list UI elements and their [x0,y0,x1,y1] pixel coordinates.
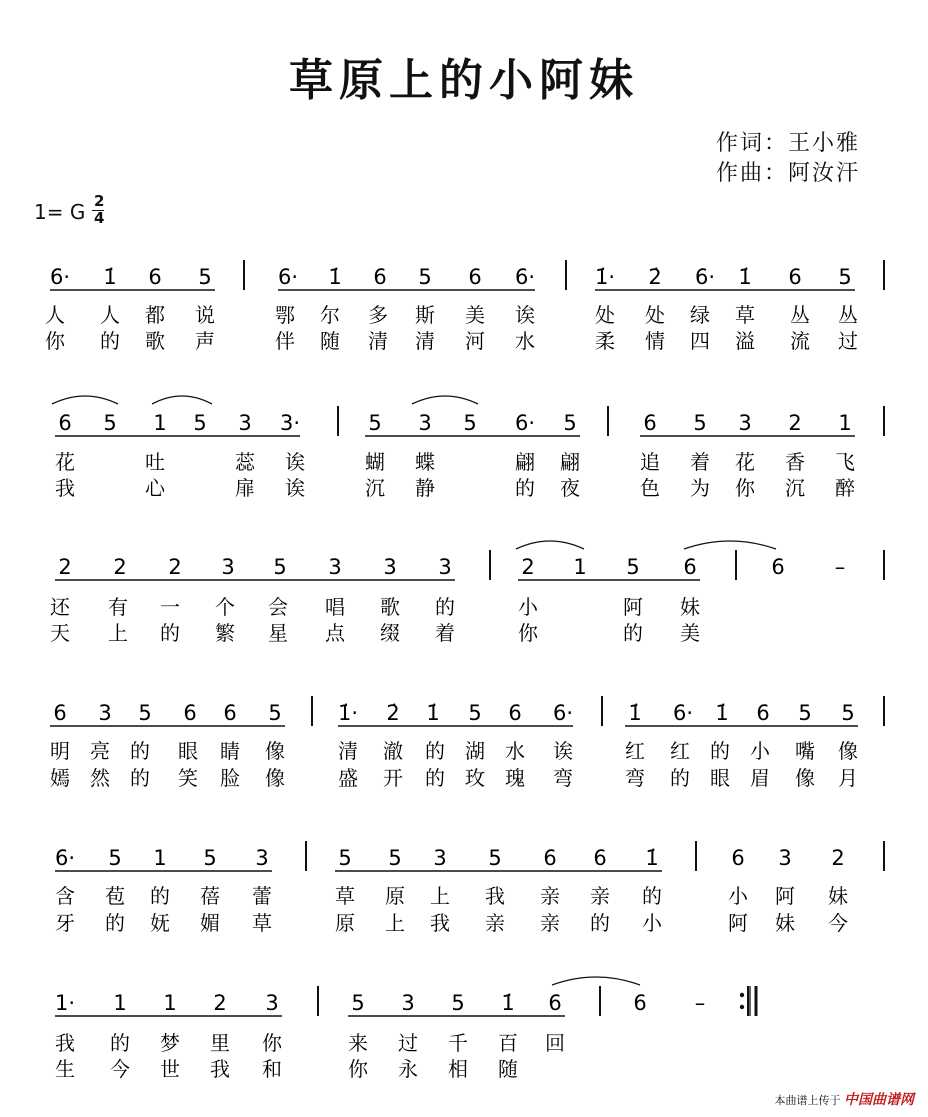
note: 6 [183,701,197,725]
lyric-verse2: 眉 [750,766,770,790]
note: 5 [838,265,852,289]
note: 3 [265,991,279,1015]
note: 1 [838,411,852,435]
note: 2 [788,411,802,435]
lyric-verse2: 点 [325,621,345,645]
note: 6 [756,701,770,725]
note: 6 [223,701,237,725]
lyric-verse1: 原 [385,884,405,908]
note: 5 [273,555,287,579]
note: 6 [373,265,387,289]
note: 1̇ [738,265,752,289]
note: 6 [683,555,697,579]
lyric-verse2: 亲 [540,911,560,935]
note: 5 [198,265,212,289]
note: 3 [98,701,112,725]
note: 1̇· [594,265,616,289]
lyric-verse1: 亲 [540,884,560,908]
lyric-verse1: 清 [338,739,358,763]
lyric-verse2: 的 [130,766,150,790]
lyric-verse2: 静 [415,476,435,500]
slur [684,541,776,549]
lyric-verse1: 的 [130,739,150,763]
lyric-verse1: 尔 [320,303,340,327]
lyric-verse2: 河 [465,329,485,353]
lyric-verse1: 诶 [515,303,535,327]
slur [516,541,584,549]
lyric-verse1: 阿 [775,884,795,908]
lyric-verse1: 蕊 [235,450,255,474]
lyric-verse2: 世 [160,1057,180,1081]
time-signature-denominator: 4 [94,209,105,227]
note: 5 [108,846,122,870]
note: 1̇ [501,991,515,1015]
note: 1 [153,846,167,870]
lyric-verse2: 我 [430,911,450,935]
lyric-verse1: 的 [110,1031,130,1055]
note: 5 [468,701,482,725]
lyric-verse2: 伴 [275,329,295,353]
lyric-verse2: 柔 [595,329,615,353]
note: 6 [548,991,562,1015]
lyric-verse1: 里 [210,1031,230,1055]
lyric-verse1: 小 [750,739,770,763]
lyric-verse2: 过 [838,329,858,353]
lyric-verse2: 今 [110,1057,130,1081]
note: 2 [213,991,227,1015]
lyric-verse2: 玫 [465,766,485,790]
lyric-verse2: 夜 [560,476,580,500]
lyric-verse1: 美 [465,303,485,327]
note: – [834,555,846,579]
note: 6 [53,701,67,725]
lyric-verse2: 脸 [220,766,240,790]
lyric-verse1: 多 [368,303,388,327]
note: 5 [451,991,465,1015]
lyric-verse2: 歌 [145,329,165,353]
lyric-verse1: 有 [108,595,128,619]
lyric-verse2: 上 [108,621,128,645]
lyric-verse1: 亲 [590,884,610,908]
lyric-verse1: 像 [838,739,858,763]
note: 5 [268,701,282,725]
note: 6· [514,265,536,289]
lyric-verse1: 嘴 [795,739,815,763]
note: 5 [103,411,117,435]
note: 6 [468,265,482,289]
lyric-verse2: 醉 [835,476,855,500]
note: 6 [731,846,745,870]
lyric-verse1: 来 [348,1031,368,1055]
note: 1 [153,411,167,435]
lyric-verse2: 色 [640,476,660,500]
note: 5 [626,555,640,579]
note: 6· [54,846,76,870]
lyric-verse2: 的 [670,766,690,790]
repeat-dot [740,1005,744,1009]
note: 5 [841,701,855,725]
lyric-verse1: 阿 [623,595,643,619]
lyric-verse2: 随 [498,1057,518,1081]
lyric-verse1: 着 [690,450,710,474]
composer-credit: 作曲：阿汝汗 [716,161,861,186]
lyricist-credit: 作词：王小雅 [716,131,861,156]
lyric-verse1: 的 [710,739,730,763]
note: 6 [543,846,557,870]
note: 6 [148,265,162,289]
lyric-verse2: 永 [398,1057,418,1081]
lyric-verse2: 着 [435,621,455,645]
note: 5 [693,411,707,435]
lyric-verse1: 的 [150,884,170,908]
lyric-verse2: 你 [45,329,65,353]
time-signature-numerator: 2 [94,192,105,210]
lyric-verse2: 开 [383,766,403,790]
lyric-verse2: 原 [335,911,355,935]
lyric-verse2: 和 [262,1057,282,1081]
note: 3· [279,411,301,435]
note: 6· [552,701,574,725]
lyric-verse2: 诶 [285,476,305,500]
lyric-verse2: 扉 [235,476,255,500]
lyric-verse1: 你 [262,1031,282,1055]
lyric-verse2: 弯 [553,766,573,790]
footer-text: 本曲谱上传于 [774,1094,841,1107]
lyric-verse2: 随 [320,329,340,353]
lyric-verse2: 的 [105,911,125,935]
lyric-verse1: 唱 [325,595,345,619]
note: 5 [563,411,577,435]
note: 3 [238,411,252,435]
lyric-verse1: 歌 [380,595,400,619]
note: 1̇ [103,265,117,289]
lyric-verse2: 的 [160,621,180,645]
note: 6· [277,265,299,289]
note: 6 [593,846,607,870]
lyric-verse1: 翩 [560,450,580,474]
note: 1· [54,991,76,1015]
note: 3 [433,846,447,870]
key-signature: 1= G [34,200,86,224]
lyric-verse2: 你 [735,476,755,500]
lyric-verse2: 像 [795,766,815,790]
lyric-verse1: 妹 [680,595,700,619]
lyric-verse2: 繁 [215,621,235,645]
lyric-verse1: 丛 [790,303,810,327]
slur [52,396,118,404]
lyric-verse2: 上 [385,911,405,935]
lyric-verse1: 的 [425,739,445,763]
note: 3 [401,991,415,1015]
note: 5 [338,846,352,870]
lyric-verse1: 说 [195,303,215,327]
note: 1̇· [337,701,359,725]
lyric-verse1: 含 [55,884,75,908]
lyric-verse2: 月 [838,766,858,790]
note: 5 [193,411,207,435]
note: 2 [58,555,72,579]
note: 5 [203,846,217,870]
lyric-verse2: 嫣 [50,766,70,790]
note: 6· [49,265,71,289]
lyric-verse1: 睛 [220,739,240,763]
lyric-verse1: 蝶 [415,450,435,474]
lyric-verse1: 的 [642,884,662,908]
lyric-verse2: 弯 [625,766,645,790]
note: 1̇ [328,265,342,289]
lyric-verse1: 蝴 [365,450,385,474]
lyric-verse2: 美 [680,621,700,645]
note: 1̇ [628,701,642,725]
note: 6· [514,411,536,435]
note: 2 [521,555,535,579]
lyric-verse1: 梦 [160,1031,180,1055]
lyric-verse2: 水 [515,329,535,353]
note: – [694,991,706,1015]
note: 5 [368,411,382,435]
repeat-dot [740,993,744,997]
lyric-verse1: 还 [50,595,70,619]
note: 1 [163,991,177,1015]
note: 5 [351,991,365,1015]
lyric-verse1: 明 [50,739,70,763]
note: 3 [778,846,792,870]
note: 1 [573,555,587,579]
note: 3 [738,411,752,435]
lyric-verse1: 追 [640,450,660,474]
lyric-verse2: 牙 [55,911,75,935]
lyric-verse2: 然 [90,766,110,790]
lyric-verse1: 水 [505,739,525,763]
lyric-verse1: 蕾 [252,884,272,908]
lyric-verse1: 个 [215,595,235,619]
lyric-verse2: 清 [415,329,435,353]
lyric-verse2: 沉 [365,476,385,500]
note: 1 [113,991,127,1015]
footer [775,1089,915,1109]
lyric-verse2: 我 [55,476,75,500]
lyric-verse1: 鄂 [275,303,295,327]
slur [412,396,478,404]
lyric-verse2: 沉 [785,476,805,500]
note: 5 [463,411,477,435]
lyric-verse1: 的 [435,595,455,619]
note: 2 [113,555,127,579]
lyric-verse1: 像 [265,739,285,763]
note: 3 [383,555,397,579]
lyric-verse2: 像 [265,766,285,790]
lyric-verse2: 我 [210,1057,230,1081]
lyric-verse2: 小 [642,911,662,935]
lyric-verse2: 今 [828,911,848,935]
slur [152,396,212,404]
lyric-verse1: 处 [595,303,615,327]
note: 2̇ [648,265,662,289]
note: 6 [643,411,657,435]
lyric-verse1: 人 [100,303,120,327]
lyric-verse1: 人 [45,303,65,327]
footer-brand: 中国曲谱网 [844,1092,914,1108]
lyric-verse2: 妩 [150,911,170,935]
lyric-verse2: 溢 [735,329,755,353]
slur [552,977,640,985]
lyric-verse1: 草 [735,303,755,327]
lyric-verse1: 翩 [515,450,535,474]
lyric-verse2: 笑 [178,766,198,790]
lyric-verse1: 草 [335,884,355,908]
lyric-verse1: 诶 [553,739,573,763]
lyric-verse2: 的 [515,476,535,500]
lyric-verse1: 小 [518,595,538,619]
note: 5 [388,846,402,870]
note: 2̇ [386,701,400,725]
lyric-verse2: 你 [348,1057,368,1081]
note: 6 [508,701,522,725]
lyric-verse2: 为 [690,476,710,500]
lyric-verse1: 吐 [145,450,165,474]
lyric-verse2: 的 [425,766,445,790]
note: 2 [831,846,845,870]
lyric-verse1: 过 [398,1031,418,1055]
note: 6 [771,555,785,579]
note: 1̇ [715,701,729,725]
note: 1̇ [645,846,659,870]
lyric-verse2: 清 [368,329,388,353]
lyric-verse1: 上 [430,884,450,908]
note: 6· [694,265,716,289]
lyric-verse1: 蓓 [200,884,220,908]
lyric-verse2: 草 [252,911,272,935]
lyric-verse1: 会 [268,595,288,619]
note: 5 [798,701,812,725]
lyric-verse1: 百 [498,1031,518,1055]
lyric-verse1: 澈 [383,739,403,763]
lyric-verse1: 妹 [828,884,848,908]
lyric-verse1: 苞 [105,884,125,908]
lyric-verse1: 红 [625,739,645,763]
lyric-verse2: 星 [268,621,288,645]
lyric-verse2: 生 [55,1057,75,1081]
note: 2 [168,555,182,579]
note: 1̇ [426,701,440,725]
lyric-verse2: 眼 [710,766,730,790]
lyric-verse2: 阿 [728,911,748,935]
lyric-verse1: 丛 [838,303,858,327]
note: 3 [255,846,269,870]
lyric-verse1: 处 [645,303,665,327]
lyric-verse1: 眼 [178,739,198,763]
lyric-verse1: 千 [448,1031,468,1055]
note: 5 [138,701,152,725]
lyric-verse2: 天 [50,621,70,645]
lyric-verse2: 四 [690,329,710,353]
note: 3 [328,555,342,579]
lyric-verse2: 情 [645,329,665,353]
note: 3 [418,411,432,435]
note: 6 [788,265,802,289]
note: 5 [418,265,432,289]
lyric-verse1: 斯 [415,303,435,327]
lyric-verse2: 流 [790,329,810,353]
lyric-verse1: 香 [785,450,805,474]
lyric-verse2: 的 [590,911,610,935]
note: 5 [488,846,502,870]
note: 6· [672,701,694,725]
lyric-verse1: 绿 [690,303,710,327]
lyric-verse1: 湖 [465,739,485,763]
note: 6 [633,991,647,1015]
note: 6 [58,411,72,435]
lyric-verse2: 盛 [338,766,358,790]
lyric-verse1: 我 [55,1031,75,1055]
lyric-verse2: 缀 [380,621,400,645]
lyric-verse2: 心 [145,476,165,500]
lyric-verse2: 声 [195,329,215,353]
lyric-verse1: 回 [545,1031,565,1055]
lyric-verse2: 相 [448,1057,468,1081]
lyric-verse1: 花 [735,450,755,474]
lyric-verse2: 亲 [485,911,505,935]
lyric-verse2: 的 [100,329,120,353]
lyric-verse2: 妹 [775,911,795,935]
lyric-verse1: 飞 [835,450,855,474]
lyric-verse2: 的 [623,621,643,645]
lyric-verse1: 花 [55,450,75,474]
note: 3 [438,555,452,579]
page-title: 草原上的小阿妹 [289,55,639,106]
lyric-verse2: 瑰 [505,766,525,790]
lyric-verse1: 都 [145,303,165,327]
lyric-verse1: 我 [485,884,505,908]
lyric-verse2: 媚 [200,911,220,935]
lyric-verse1: 诶 [285,450,305,474]
lyric-verse1: 一 [160,595,180,619]
note: 3 [221,555,235,579]
lyric-verse1: 小 [728,884,748,908]
lyric-verse1: 红 [670,739,690,763]
lyric-verse2: 你 [518,621,538,645]
lyric-verse1: 亮 [90,739,110,763]
